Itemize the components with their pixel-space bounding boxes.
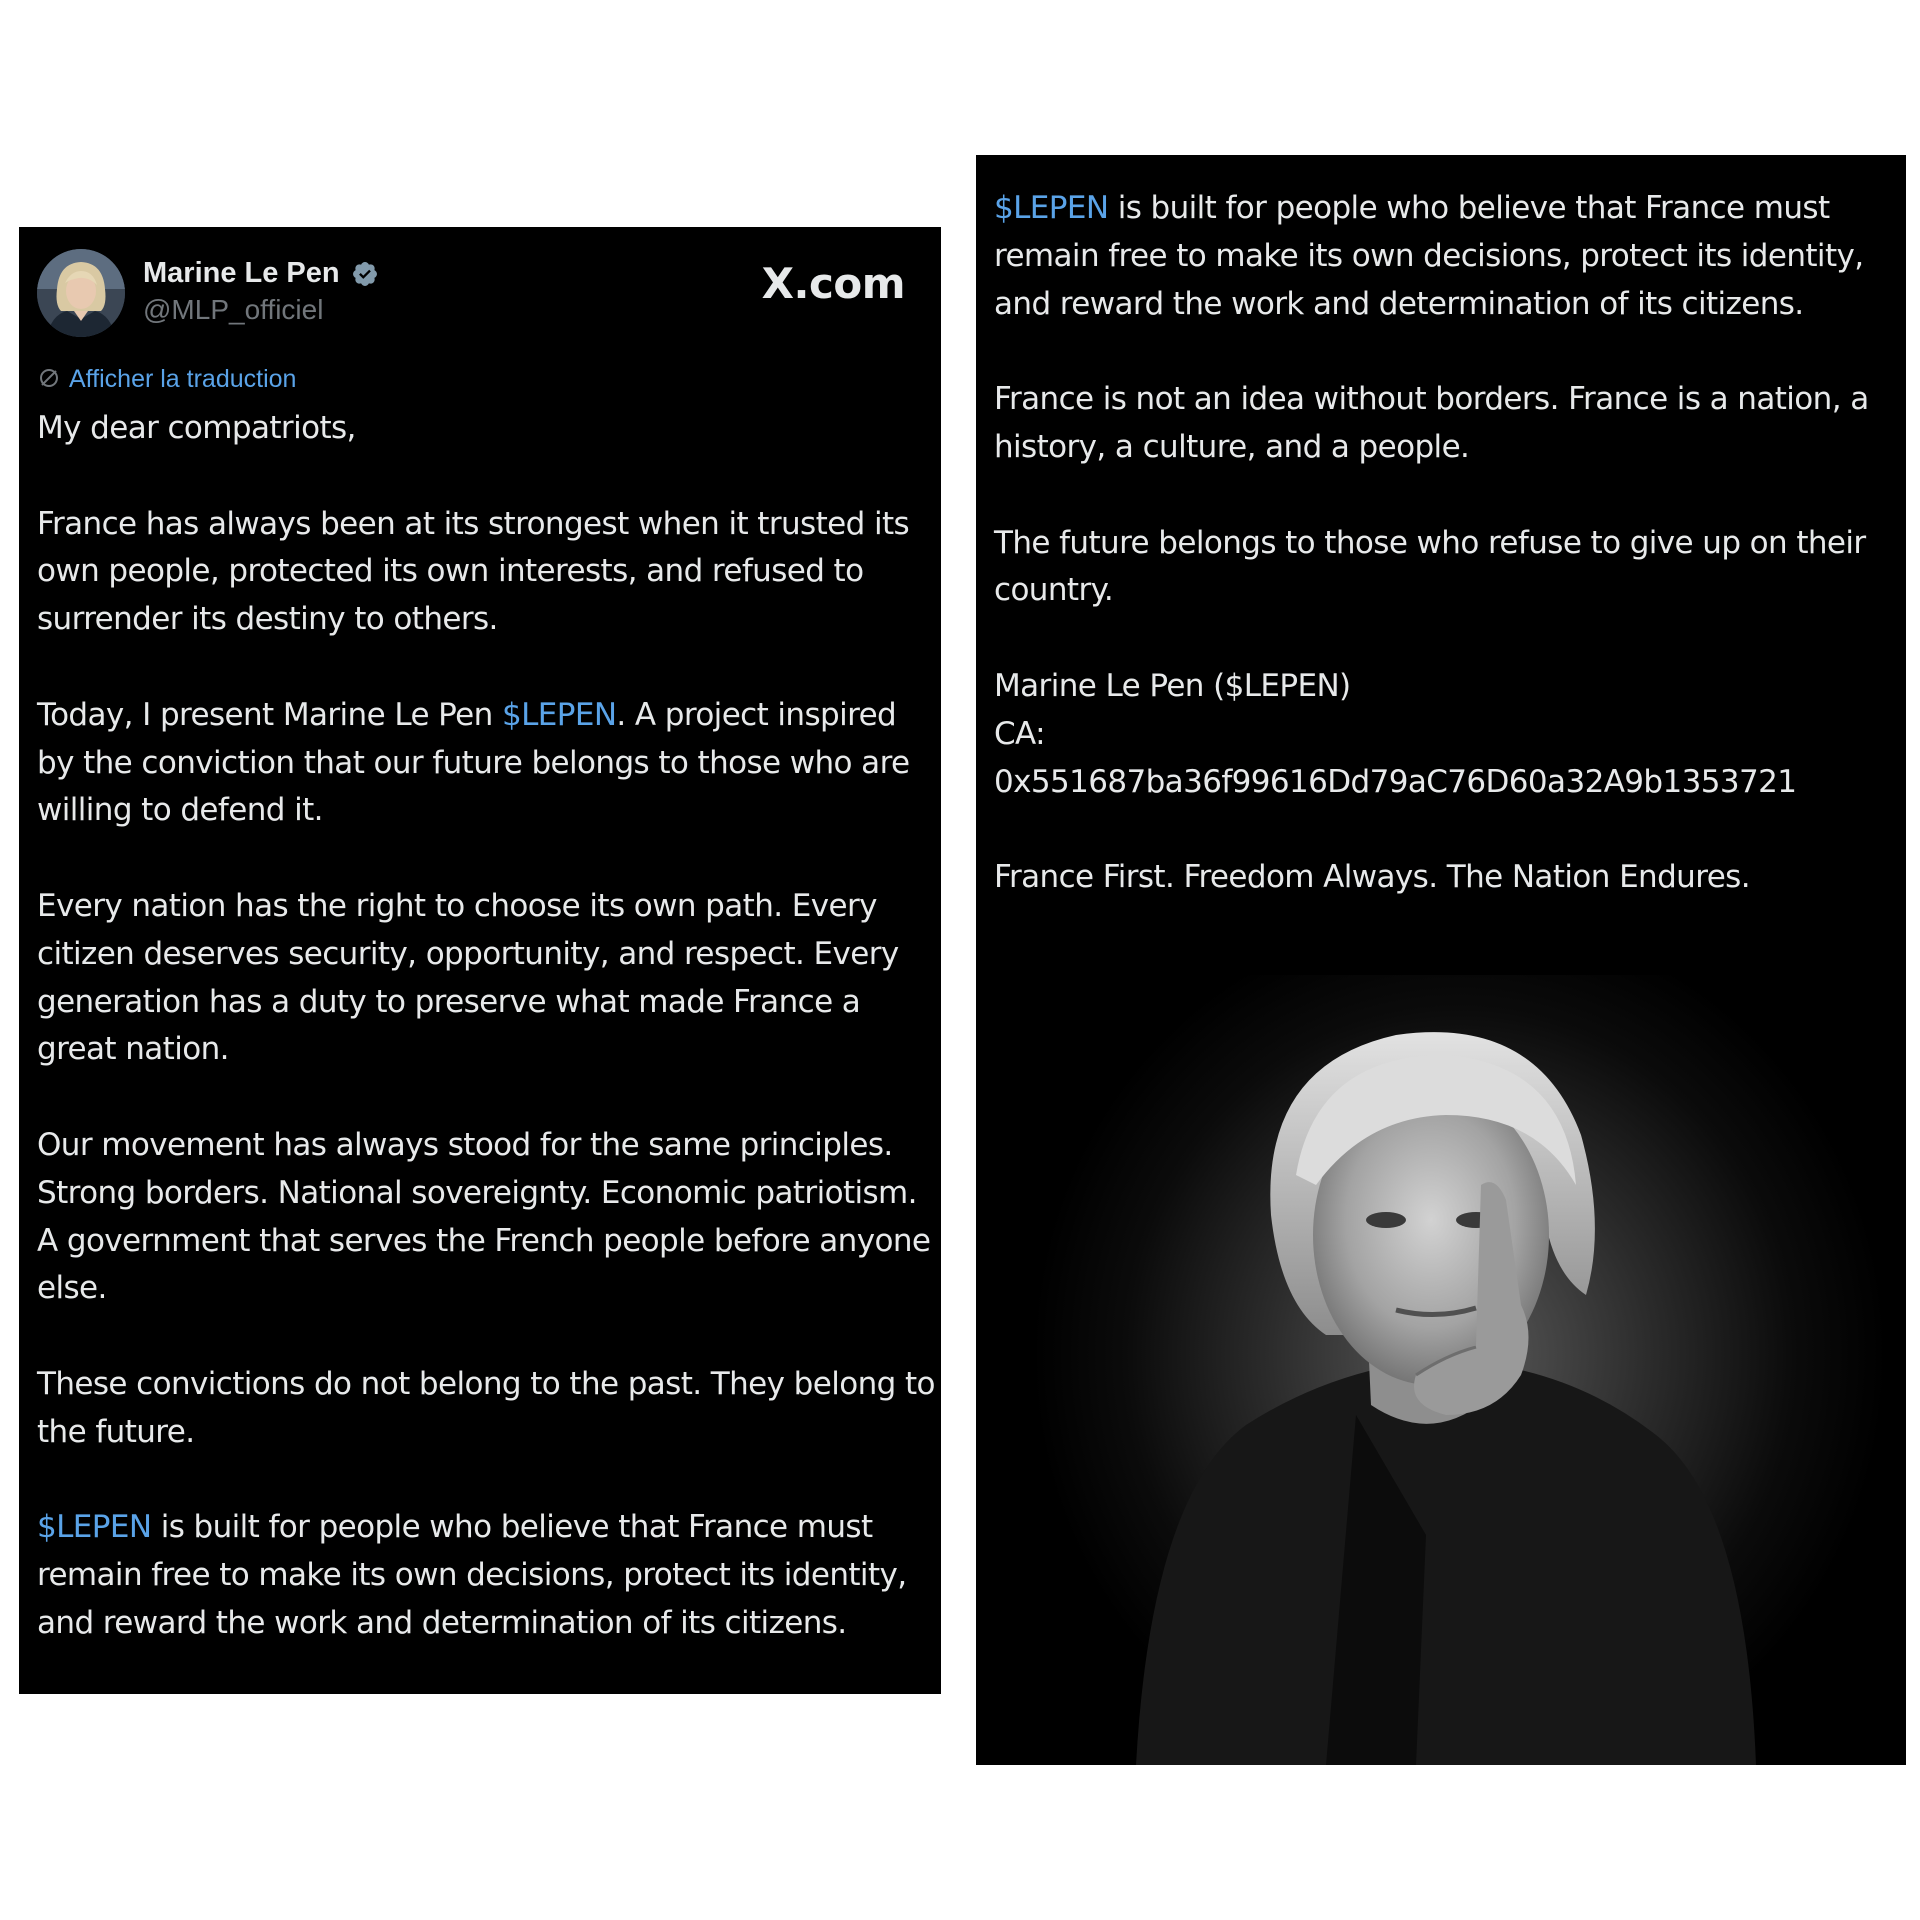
- translate-link[interactable]: [37, 365, 296, 394]
- tweet-paragraph: [37, 1504, 937, 1647]
- tweet-paragraph: [994, 185, 1899, 328]
- tweet-paragraph: France has always been at its strongest when it trusted its own people, protected its own interests, and refused to surrender its destiny to others.: [37, 505, 910, 638]
- translate-globe-icon: [37, 366, 61, 390]
- contract-label: CA:: [994, 715, 1045, 752]
- paragraph-text: is built for people who believe that France must remain free to make its own decisions, protect its identity, and reward the work and determination of its citizens.: [994, 190, 1864, 322]
- tweet-card-left: [19, 227, 941, 1694]
- tweet-paragraph: The future belongs to those who refuse to give up on their country.: [994, 524, 1866, 609]
- portrait-photo: [976, 975, 1906, 1765]
- cashtag-link[interactable]: $LEPEN: [994, 190, 1109, 226]
- tweet-body-left: [37, 405, 937, 1648]
- paragraph-text: is built for people who believe that France must remain free to make its own decisions, protect its identity, and reward the work and determination of its citizens.: [37, 1509, 907, 1641]
- black-and-white-portrait-photo-icon: [976, 975, 1906, 1765]
- author-name[interactable]: Marine Le Pen: [143, 257, 340, 289]
- author-block: [143, 257, 379, 326]
- tweet-paragraph: These convictions do not belong to the past. They belong to the future.: [37, 1365, 935, 1450]
- verified-badge-icon: [351, 260, 379, 288]
- author-handle[interactable]: @MLP_officiel: [143, 294, 324, 325]
- signature-line: Marine Le Pen ($LEPEN): [994, 667, 1351, 704]
- tweet-body-right: [994, 185, 1899, 902]
- tweet-card-right: [976, 155, 1906, 1765]
- x-com-brand: X.com: [761, 259, 905, 308]
- tweet-paragraph: Our movement has always stood for the same principles. Strong borders. National sovereignty. Economic patriotism. A government that serves the French people before anyone else.: [37, 1126, 931, 1307]
- profile-photo-icon: [37, 249, 125, 337]
- cashtag-link[interactable]: $LEPEN: [501, 696, 617, 733]
- translate-link-label: Afficher la traduction: [69, 365, 297, 393]
- cashtag-link[interactable]: $LEPEN: [37, 1509, 152, 1546]
- paragraph-text: . A project inspired by the conviction that our future belongs to those who are willing to defend it.: [37, 696, 910, 829]
- tweet-paragraph: France First. Freedom Always. The Nation Endures.: [994, 859, 1750, 896]
- contract-address: 0x551687ba36f99616Dd79aC76D60a32A9b1353721: [994, 763, 1797, 800]
- tweet-paragraph: France is not an idea without borders. France is a nation, a history, a culture, and a people.: [994, 381, 1869, 465]
- avatar[interactable]: [37, 249, 125, 337]
- tweet-paragraph: [37, 692, 937, 835]
- paragraph-text: Today, I present Marine Le Pen: [37, 696, 502, 733]
- signature-block: [994, 663, 1899, 806]
- tweet-paragraph: Every nation has the right to choose its own path. Every citizen deserves security, opportunity, and respect. Every generation has a duty to preserve what made France a great nation.: [37, 887, 899, 1068]
- tweet-paragraph: My dear compatriots,: [37, 410, 356, 446]
